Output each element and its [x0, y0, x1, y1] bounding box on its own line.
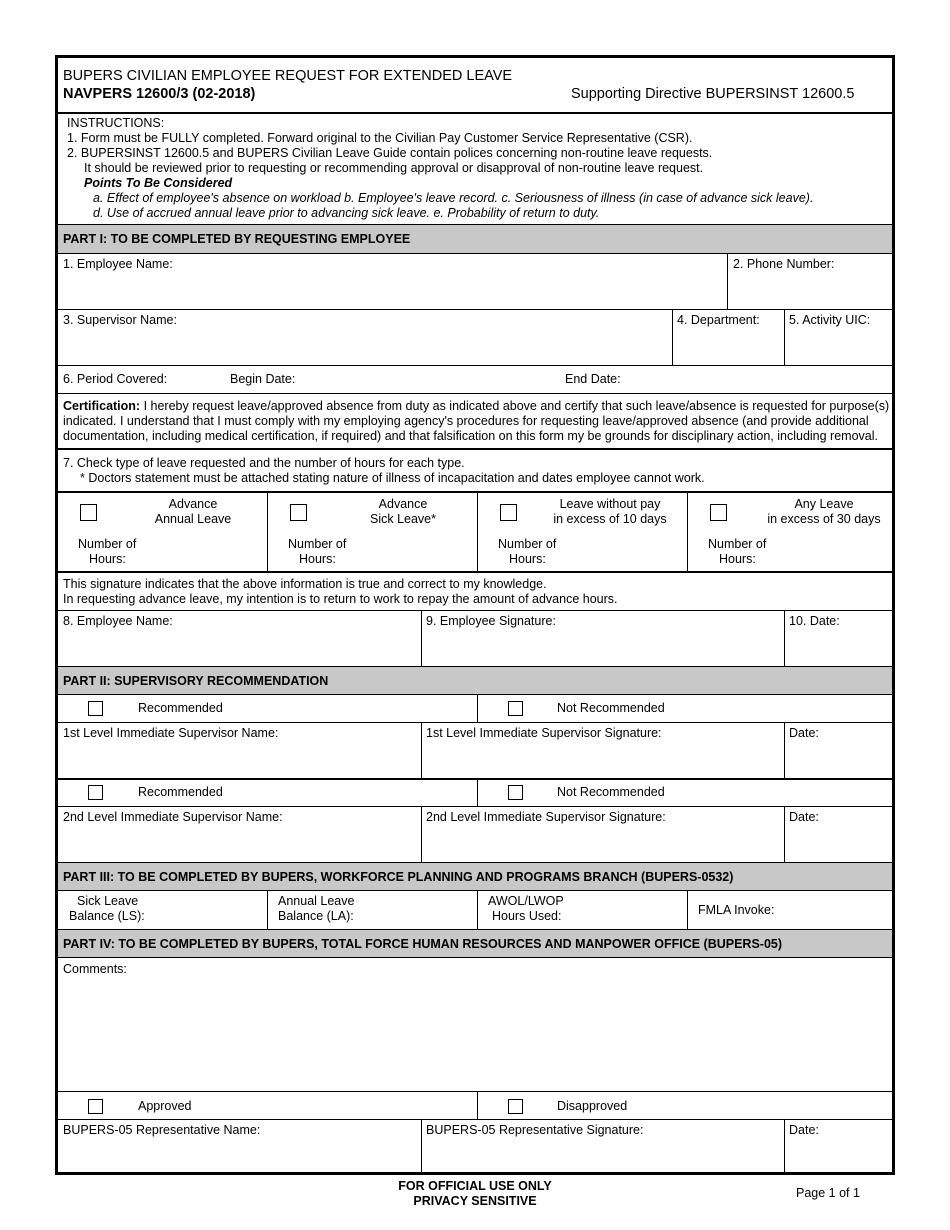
awol-lwop-label: Hours Used: [492, 909, 562, 923]
hours-label: Number of [498, 537, 557, 551]
sup1-recommended-checkbox[interactable] [88, 701, 103, 716]
date-label: Date: [789, 726, 819, 740]
employee-signature-label: 9. Employee Signature: [426, 614, 556, 628]
recommended-label: Recommended [138, 701, 223, 715]
annual-leave-label: Balance (LA): [278, 909, 354, 923]
phone-number-label: 2. Phone Number: [733, 257, 835, 271]
annual-leave-label: Annual Leave [278, 894, 355, 908]
sup1-not-recommended-checkbox[interactable] [508, 701, 523, 716]
leave-request-form [55, 55, 895, 1175]
sup1-signature-label: 1st Level Immediate Supervisor Signature: [426, 726, 662, 740]
employee-name-label: 1. Employee Name: [63, 257, 173, 271]
activity-uic-label: 5. Activity UIC: [789, 313, 871, 327]
official-use-label: FOR OFFICIAL USE ONLY [398, 1179, 552, 1193]
advance-annual-checkbox[interactable] [80, 504, 97, 521]
sup2-name-label: 2nd Level Immediate Supervisor Name: [63, 810, 283, 824]
hours-label: Hours: [299, 552, 336, 566]
sick-leave-label: Sick Leave [77, 894, 139, 908]
part1-heading: PART I: TO BE COMPLETED BY REQUESTING EMPLOYEE [58, 224, 892, 254]
any-leave-checkbox[interactable] [710, 504, 727, 521]
certification-line-1 [63, 399, 889, 414]
date-label: Date: [789, 810, 819, 824]
leave-type-label: Advance [168, 497, 218, 511]
sick-leave-label: Balance (LS): [69, 909, 145, 923]
department-label: 4. Department: [677, 313, 760, 327]
certification-line-2: indicated. I understand that I must comply with my employing agency's procedures for requesting leave/approved absence (and provide additional [63, 414, 869, 428]
hours-label: Number of [78, 537, 137, 551]
hours-label: Hours: [719, 552, 756, 566]
page-number: Page 1 of 1 [796, 1186, 860, 1200]
date-label: 10. Date: [789, 614, 840, 628]
sup2-signature-label: 2nd Level Immediate Supervisor Signature: [426, 810, 666, 824]
signature-note-2: In requesting advance leave, my intention is to return to work to repay the amount of advance hours. [63, 592, 618, 606]
not-recommended-label: Not Recommended [557, 785, 665, 799]
sup2-recommended-checkbox[interactable] [88, 785, 103, 800]
instruction-2-cont: It should be reviewed prior to requesting or recommending approval or disapproval of non-routine leave request. [84, 161, 704, 175]
leave-type-label: in excess of 10 days [553, 512, 667, 526]
advance-sick-checkbox[interactable] [290, 504, 307, 521]
leave-type-label: Sick Leave* [369, 512, 436, 526]
part2-heading: PART II: SUPERVISORY RECOMMENDATION [58, 666, 892, 695]
signature-note-1: This signature indicates that the above information is true and correct to my knowledge. [63, 577, 547, 591]
employee-name-2-label: 8. Employee Name: [63, 614, 173, 628]
comments-label: Comments: [63, 962, 127, 976]
supporting-directive: Supporting Directive BUPERSINST 12600.5 [571, 86, 855, 102]
leave-type-label: Annual Leave [154, 512, 232, 526]
disapproved-checkbox[interactable] [508, 1099, 523, 1114]
lwop-checkbox[interactable] [500, 504, 517, 521]
rep-name-label: BUPERS-05 Representative Name: [63, 1123, 261, 1137]
recommended-label: Recommended [138, 785, 223, 799]
points-line-1: a. Effect of employee's absence on workload b. Employee's leave record. c. Seriousness of illness (in case of advance sick leave). [93, 191, 814, 205]
form-title: BUPERS CIVILIAN EMPLOYEE REQUEST FOR EXTENDED LEAVE [63, 68, 513, 84]
end-date-label: End Date: [565, 372, 621, 386]
awol-lwop-label: AWOL/LWOP [488, 894, 564, 908]
instructions-heading: INSTRUCTIONS: [67, 116, 165, 130]
instruction-2: 2. BUPERSINST 12600.5 and BUPERS Civilian Leave Guide contain polices concerning non-routine leave requests. [67, 146, 713, 160]
item7-instruction: 7. Check type of leave requested and the number of hours for each type. [63, 456, 465, 470]
hours-label: Hours: [89, 552, 126, 566]
points-line-2: d. Use of accrued annual leave prior to advancing sick leave. e. Probability of return to duty. [93, 206, 600, 220]
points-heading: Points To Be Considered [84, 176, 233, 190]
begin-date-label: Begin Date: [230, 372, 296, 386]
sup1-name-label: 1st Level Immediate Supervisor Name: [63, 726, 279, 740]
not-recommended-label: Not Recommended [557, 701, 665, 715]
period-covered-label: 6. Period Covered: [63, 372, 168, 386]
part3-heading: PART III: TO BE COMPLETED BY BUPERS, WORKFORCE PLANNING AND PROGRAMS BRANCH (BUPERS-0532) [58, 862, 892, 891]
certification-text: I hereby request leave/approved absence from duty as indicated above and certify that such leave/absence is requested for purpose(s) [140, 399, 890, 413]
instruction-1: 1. Form must be FULLY completed. Forward original to the Civilian Pay Customer Service Representative (CSR). [67, 131, 693, 145]
date-label: Date: [789, 1123, 819, 1137]
leave-type-label: Advance [378, 497, 428, 511]
approved-checkbox[interactable] [88, 1099, 103, 1114]
divider [58, 112, 892, 114]
fmla-invoke-label: FMLA Invoke: [698, 903, 775, 917]
hours-label: Hours: [509, 552, 546, 566]
form-number: NAVPERS 12600/3 (02-2018) [63, 86, 256, 102]
leave-type-label: Leave without pay [559, 497, 661, 511]
approved-label: Approved [138, 1099, 192, 1113]
doctors-statement-note: * Doctors statement must be attached stating nature of illness of incapacitation and dates employee cannot work. [80, 471, 705, 485]
certification-line-3: documentation, including medical certification, if required) and that falsification on this form my be grounds for disciplinary action, including removal. [63, 429, 878, 443]
leave-type-label: in excess of 30 days [767, 512, 881, 526]
hours-label: Number of [288, 537, 347, 551]
disapproved-label: Disapproved [557, 1099, 628, 1113]
certification-label: Certification: [63, 399, 141, 413]
sup2-not-recommended-checkbox[interactable] [508, 785, 523, 800]
rep-signature-label: BUPERS-05 Representative Signature: [426, 1123, 644, 1137]
privacy-sensitive-label: PRIVACY SENSITIVE [413, 1194, 537, 1208]
leave-type-label: Any Leave [794, 497, 854, 511]
hours-label: Number of [708, 537, 767, 551]
part4-heading: PART IV: TO BE COMPLETED BY BUPERS, TOTAL FORCE HUMAN RESOURCES AND MANPOWER OFFICE (BUPERS-05) [58, 929, 892, 958]
supervisor-name-label: 3. Supervisor Name: [63, 313, 177, 327]
